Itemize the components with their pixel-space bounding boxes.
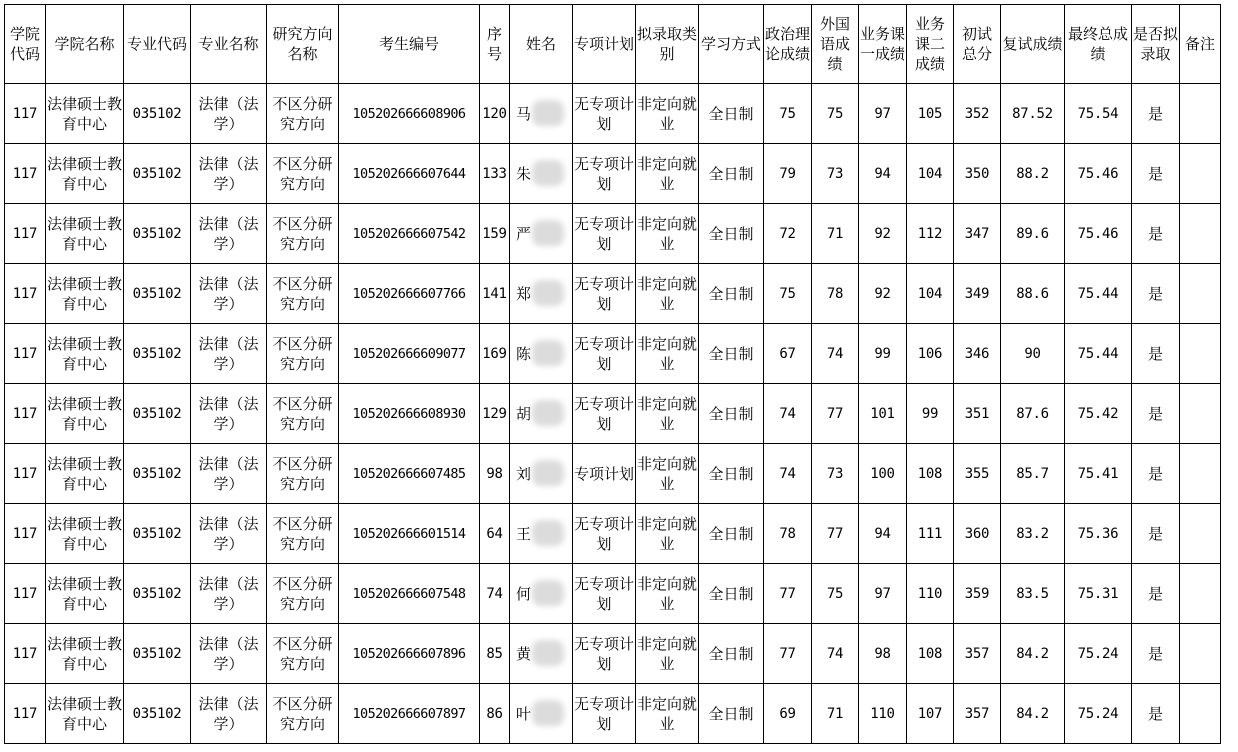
cell-course1: 94 — [859, 144, 907, 204]
cell-special-plan: 无专项计划 — [573, 84, 636, 144]
cell-admitted: 是 — [1132, 204, 1180, 264]
cell-prelim-total: 352 — [954, 84, 1001, 144]
name-redaction-blur — [532, 340, 564, 366]
cell-seq: 133 — [480, 144, 510, 204]
cell-name — [510, 684, 573, 744]
cell-major-name: 法律（法学） — [191, 324, 267, 384]
name-redaction-blur — [532, 460, 564, 486]
cell-remarks — [1180, 204, 1221, 264]
col-header-final-total: 最终总成绩 — [1065, 5, 1132, 84]
cell-major-code: 035102 — [124, 624, 191, 684]
cell-admission-type: 非定向就业 — [636, 444, 699, 504]
cell-final-total: 75.44 — [1065, 264, 1132, 324]
cell-major-name: 法律（法学） — [191, 504, 267, 564]
cell-college-name: 法律硕士教育中心 — [46, 684, 124, 744]
cell-major-name: 法律（法学） — [191, 204, 267, 264]
cell-retest: 84.2 — [1001, 684, 1065, 744]
cell-study-mode: 全日制 — [699, 504, 764, 564]
name-visible-part: 王 — [516, 524, 532, 543]
cell-name — [510, 504, 573, 564]
cell-seq: 85 — [480, 624, 510, 684]
cell-course2: 112 — [907, 204, 954, 264]
name-visible-part: 陈 — [516, 344, 532, 363]
col-header-name: 姓名 — [510, 5, 573, 84]
table-row — [5, 684, 1221, 744]
cell-research-direction: 不区分研究方向 — [267, 384, 339, 444]
cell-research-direction: 不区分研究方向 — [267, 624, 339, 684]
cell-seq: 86 — [480, 684, 510, 744]
cell-final-total: 75.41 — [1065, 444, 1132, 504]
cell-remarks — [1180, 624, 1221, 684]
table-row — [5, 384, 1221, 444]
cell-study-mode: 全日制 — [699, 264, 764, 324]
cell-foreign-lang: 73 — [812, 144, 859, 204]
col-header-major-name: 专业名称 — [191, 5, 267, 84]
cell-major-name: 法律（法学） — [191, 684, 267, 744]
col-header-college-name: 学院名称 — [46, 5, 124, 84]
cell-final-total: 75.46 — [1065, 144, 1132, 204]
cell-college-name: 法律硕士教育中心 — [46, 384, 124, 444]
cell-candidate-no: 105202666608930 — [339, 384, 480, 444]
cell-research-direction: 不区分研究方向 — [267, 264, 339, 324]
cell-remarks — [1180, 444, 1221, 504]
cell-admitted: 是 — [1132, 564, 1180, 624]
cell-final-total: 75.46 — [1065, 204, 1132, 264]
cell-admission-type: 非定向就业 — [636, 144, 699, 204]
name-redaction-blur — [532, 220, 564, 246]
table-row — [5, 144, 1221, 204]
cell-final-total: 75.54 — [1065, 84, 1132, 144]
cell-remarks — [1180, 504, 1221, 564]
cell-major-code: 035102 — [124, 684, 191, 744]
cell-major-name: 法律（法学） — [191, 144, 267, 204]
cell-course2: 108 — [907, 444, 954, 504]
cell-seq: 98 — [480, 444, 510, 504]
cell-admission-type: 非定向就业 — [636, 384, 699, 444]
col-header-seq: 序号 — [480, 5, 510, 84]
cell-major-code: 035102 — [124, 504, 191, 564]
cell-special-plan: 专项计划 — [573, 444, 636, 504]
cell-major-code: 035102 — [124, 204, 191, 264]
cell-remarks — [1180, 264, 1221, 324]
cell-college-name: 法律硕士教育中心 — [46, 144, 124, 204]
cell-college-name: 法律硕士教育中心 — [46, 324, 124, 384]
cell-prelim-total: 351 — [954, 384, 1001, 444]
cell-final-total: 75.42 — [1065, 384, 1132, 444]
cell-special-plan: 无专项计划 — [573, 564, 636, 624]
cell-foreign-lang: 73 — [812, 444, 859, 504]
cell-course1: 101 — [859, 384, 907, 444]
cell-candidate-no: 105202666609077 — [339, 324, 480, 384]
name-visible-part: 严 — [516, 224, 532, 243]
cell-study-mode: 全日制 — [699, 564, 764, 624]
cell-name — [510, 144, 573, 204]
cell-study-mode: 全日制 — [699, 444, 764, 504]
cell-major-name: 法律（法学） — [191, 264, 267, 324]
cell-course2: 106 — [907, 324, 954, 384]
cell-special-plan: 无专项计划 — [573, 384, 636, 444]
cell-foreign-lang: 77 — [812, 504, 859, 564]
cell-admitted: 是 — [1132, 324, 1180, 384]
col-header-foreign-lang: 外国语成绩 — [812, 5, 859, 84]
cell-seq: 141 — [480, 264, 510, 324]
cell-retest: 83.5 — [1001, 564, 1065, 624]
cell-special-plan: 无专项计划 — [573, 264, 636, 324]
cell-college-name: 法律硕士教育中心 — [46, 444, 124, 504]
table-row — [5, 624, 1221, 684]
cell-name — [510, 324, 573, 384]
cell-admission-type: 非定向就业 — [636, 324, 699, 384]
cell-remarks — [1180, 564, 1221, 624]
cell-special-plan: 无专项计划 — [573, 144, 636, 204]
cell-admitted: 是 — [1132, 144, 1180, 204]
cell-college-code: 117 — [5, 564, 46, 624]
cell-seq: 74 — [480, 564, 510, 624]
cell-prelim-total: 357 — [954, 684, 1001, 744]
cell-admitted: 是 — [1132, 84, 1180, 144]
cell-research-direction: 不区分研究方向 — [267, 324, 339, 384]
name-visible-part: 郑 — [516, 284, 532, 303]
cell-course1: 100 — [859, 444, 907, 504]
cell-prelim-total: 347 — [954, 204, 1001, 264]
name-redaction-blur — [532, 280, 564, 306]
cell-major-name: 法律（法学） — [191, 84, 267, 144]
col-header-college-code: 学院代码 — [5, 5, 46, 84]
cell-remarks — [1180, 84, 1221, 144]
cell-politics: 75 — [764, 84, 812, 144]
header-row — [5, 5, 1221, 84]
name-visible-part: 胡 — [516, 404, 532, 423]
cell-research-direction: 不区分研究方向 — [267, 84, 339, 144]
cell-retest: 84.2 — [1001, 624, 1065, 684]
col-header-special-plan: 专项计划 — [573, 5, 636, 84]
cell-college-code: 117 — [5, 624, 46, 684]
cell-candidate-no: 105202666607548 — [339, 564, 480, 624]
col-header-politics: 政治理论成绩 — [764, 5, 812, 84]
cell-study-mode: 全日制 — [699, 84, 764, 144]
cell-final-total: 75.36 — [1065, 504, 1132, 564]
cell-college-code: 117 — [5, 204, 46, 264]
col-header-research-direction: 研究方向名称 — [267, 5, 339, 84]
cell-candidate-no: 105202666607542 — [339, 204, 480, 264]
cell-study-mode: 全日制 — [699, 324, 764, 384]
cell-major-code: 035102 — [124, 144, 191, 204]
cell-retest: 87.6 — [1001, 384, 1065, 444]
table-row — [5, 564, 1221, 624]
cell-major-code: 035102 — [124, 84, 191, 144]
name-visible-part: 黄 — [516, 644, 532, 663]
col-header-admission-type: 拟录取类别 — [636, 5, 699, 84]
cell-politics: 67 — [764, 324, 812, 384]
cell-seq: 120 — [480, 84, 510, 144]
cell-admitted: 是 — [1132, 684, 1180, 744]
table-row — [5, 444, 1221, 504]
cell-name — [510, 564, 573, 624]
cell-admission-type: 非定向就业 — [636, 204, 699, 264]
cell-politics: 79 — [764, 144, 812, 204]
cell-politics: 77 — [764, 624, 812, 684]
cell-prelim-total: 357 — [954, 624, 1001, 684]
name-visible-part: 何 — [516, 584, 532, 603]
cell-study-mode: 全日制 — [699, 684, 764, 744]
cell-college-name: 法律硕士教育中心 — [46, 204, 124, 264]
cell-special-plan: 无专项计划 — [573, 624, 636, 684]
cell-admission-type: 非定向就业 — [636, 684, 699, 744]
cell-course1: 97 — [859, 84, 907, 144]
cell-admission-type: 非定向就业 — [636, 84, 699, 144]
cell-course2: 107 — [907, 684, 954, 744]
cell-college-name: 法律硕士教育中心 — [46, 264, 124, 324]
name-visible-part: 刘 — [516, 464, 532, 483]
col-header-course2: 业务课二成绩 — [907, 5, 954, 84]
cell-remarks — [1180, 324, 1221, 384]
table-row — [5, 84, 1221, 144]
cell-major-code: 035102 — [124, 324, 191, 384]
admission-table — [4, 4, 1221, 744]
cell-major-name: 法律（法学） — [191, 444, 267, 504]
cell-college-code: 117 — [5, 324, 46, 384]
cell-research-direction: 不区分研究方向 — [267, 504, 339, 564]
cell-prelim-total: 359 — [954, 564, 1001, 624]
name-redaction-blur — [532, 100, 564, 126]
cell-course2: 108 — [907, 624, 954, 684]
cell-final-total: 75.24 — [1065, 624, 1132, 684]
col-header-admitted: 是否拟录取 — [1132, 5, 1180, 84]
cell-prelim-total: 350 — [954, 144, 1001, 204]
cell-seq: 169 — [480, 324, 510, 384]
cell-course1: 97 — [859, 564, 907, 624]
cell-admitted: 是 — [1132, 444, 1180, 504]
name-visible-part: 朱 — [516, 164, 532, 183]
cell-college-code: 117 — [5, 384, 46, 444]
cell-major-code: 035102 — [124, 564, 191, 624]
cell-admission-type: 非定向就业 — [636, 624, 699, 684]
cell-special-plan: 无专项计划 — [573, 504, 636, 564]
col-header-study-mode: 学习方式 — [699, 5, 764, 84]
cell-candidate-no: 105202666607644 — [339, 144, 480, 204]
cell-course2: 99 — [907, 384, 954, 444]
cell-politics: 74 — [764, 444, 812, 504]
cell-course1: 92 — [859, 204, 907, 264]
cell-foreign-lang: 74 — [812, 324, 859, 384]
cell-name — [510, 384, 573, 444]
cell-foreign-lang: 71 — [812, 204, 859, 264]
cell-seq: 159 — [480, 204, 510, 264]
cell-college-code: 117 — [5, 504, 46, 564]
cell-major-code: 035102 — [124, 384, 191, 444]
cell-final-total: 75.44 — [1065, 324, 1132, 384]
cell-admission-type: 非定向就业 — [636, 264, 699, 324]
cell-remarks — [1180, 144, 1221, 204]
cell-admission-type: 非定向就业 — [636, 564, 699, 624]
name-redaction-blur — [532, 700, 564, 726]
cell-course1: 98 — [859, 624, 907, 684]
cell-foreign-lang: 75 — [812, 564, 859, 624]
cell-retest: 87.52 — [1001, 84, 1065, 144]
cell-candidate-no: 105202666607766 — [339, 264, 480, 324]
cell-study-mode: 全日制 — [699, 144, 764, 204]
cell-course2: 110 — [907, 564, 954, 624]
cell-major-name: 法律（法学） — [191, 624, 267, 684]
cell-politics: 78 — [764, 504, 812, 564]
cell-name — [510, 264, 573, 324]
cell-course1: 110 — [859, 684, 907, 744]
cell-remarks — [1180, 684, 1221, 744]
cell-course1: 99 — [859, 324, 907, 384]
cell-candidate-no: 105202666607485 — [339, 444, 480, 504]
cell-special-plan: 无专项计划 — [573, 204, 636, 264]
cell-prelim-total: 346 — [954, 324, 1001, 384]
cell-foreign-lang: 74 — [812, 624, 859, 684]
cell-college-code: 117 — [5, 144, 46, 204]
table-row — [5, 204, 1221, 264]
cell-candidate-no: 105202666608906 — [339, 84, 480, 144]
cell-retest: 89.6 — [1001, 204, 1065, 264]
cell-study-mode: 全日制 — [699, 624, 764, 684]
cell-retest: 85.7 — [1001, 444, 1065, 504]
cell-admitted: 是 — [1132, 504, 1180, 564]
col-header-candidate-no: 考生编号 — [339, 5, 480, 84]
cell-seq: 64 — [480, 504, 510, 564]
cell-foreign-lang: 78 — [812, 264, 859, 324]
col-header-remarks: 备注 — [1180, 5, 1221, 84]
cell-course2: 111 — [907, 504, 954, 564]
cell-retest: 88.6 — [1001, 264, 1065, 324]
cell-name — [510, 444, 573, 504]
cell-name — [510, 204, 573, 264]
cell-college-name: 法律硕士教育中心 — [46, 624, 124, 684]
cell-politics: 74 — [764, 384, 812, 444]
cell-foreign-lang: 77 — [812, 384, 859, 444]
cell-admitted: 是 — [1132, 384, 1180, 444]
cell-name — [510, 624, 573, 684]
cell-politics: 72 — [764, 204, 812, 264]
cell-research-direction: 不区分研究方向 — [267, 564, 339, 624]
cell-final-total: 75.31 — [1065, 564, 1132, 624]
col-header-retest: 复试成绩 — [1001, 5, 1065, 84]
cell-politics: 75 — [764, 264, 812, 324]
cell-college-name: 法律硕士教育中心 — [46, 504, 124, 564]
table-row — [5, 504, 1221, 564]
cell-politics: 77 — [764, 564, 812, 624]
cell-research-direction: 不区分研究方向 — [267, 444, 339, 504]
cell-major-code: 035102 — [124, 444, 191, 504]
cell-research-direction: 不区分研究方向 — [267, 684, 339, 744]
name-redaction-blur — [532, 580, 564, 606]
cell-seq: 129 — [480, 384, 510, 444]
name-redaction-blur — [532, 520, 564, 546]
table-row — [5, 264, 1221, 324]
cell-admitted: 是 — [1132, 264, 1180, 324]
cell-major-code: 035102 — [124, 264, 191, 324]
name-redaction-blur — [532, 640, 564, 666]
cell-foreign-lang: 75 — [812, 84, 859, 144]
cell-college-code: 117 — [5, 84, 46, 144]
cell-college-name: 法律硕士教育中心 — [46, 564, 124, 624]
cell-name — [510, 84, 573, 144]
name-visible-part: 马 — [516, 104, 532, 123]
cell-politics: 69 — [764, 684, 812, 744]
cell-special-plan: 无专项计划 — [573, 684, 636, 744]
cell-course2: 104 — [907, 264, 954, 324]
cell-research-direction: 不区分研究方向 — [267, 204, 339, 264]
table-row — [5, 324, 1221, 384]
cell-special-plan: 无专项计划 — [573, 324, 636, 384]
cell-study-mode: 全日制 — [699, 384, 764, 444]
cell-course2: 105 — [907, 84, 954, 144]
col-header-prelim-total: 初试总分 — [954, 5, 1001, 84]
cell-retest: 83.2 — [1001, 504, 1065, 564]
col-header-course1: 业务课一成绩 — [859, 5, 907, 84]
cell-prelim-total: 355 — [954, 444, 1001, 504]
cell-remarks — [1180, 384, 1221, 444]
cell-retest: 88.2 — [1001, 144, 1065, 204]
name-redaction-blur — [532, 400, 564, 426]
cell-final-total: 75.24 — [1065, 684, 1132, 744]
col-header-major-code: 专业代码 — [124, 5, 191, 84]
name-redaction-blur — [532, 160, 564, 186]
cell-course1: 92 — [859, 264, 907, 324]
cell-prelim-total: 360 — [954, 504, 1001, 564]
cell-college-name: 法律硕士教育中心 — [46, 84, 124, 144]
cell-college-code: 117 — [5, 684, 46, 744]
cell-major-name: 法律（法学） — [191, 384, 267, 444]
cell-college-code: 117 — [5, 264, 46, 324]
cell-major-name: 法律（法学） — [191, 564, 267, 624]
cell-admitted: 是 — [1132, 624, 1180, 684]
cell-candidate-no: 105202666607897 — [339, 684, 480, 744]
cell-prelim-total: 349 — [954, 264, 1001, 324]
cell-study-mode: 全日制 — [699, 204, 764, 264]
name-visible-part: 叶 — [516, 704, 532, 723]
cell-admission-type: 非定向就业 — [636, 504, 699, 564]
cell-candidate-no: 105202666601514 — [339, 504, 480, 564]
cell-research-direction: 不区分研究方向 — [267, 144, 339, 204]
cell-college-code: 117 — [5, 444, 46, 504]
cell-foreign-lang: 71 — [812, 684, 859, 744]
cell-retest: 90 — [1001, 324, 1065, 384]
cell-course2: 104 — [907, 144, 954, 204]
cell-candidate-no: 105202666607896 — [339, 624, 480, 684]
cell-course1: 94 — [859, 504, 907, 564]
